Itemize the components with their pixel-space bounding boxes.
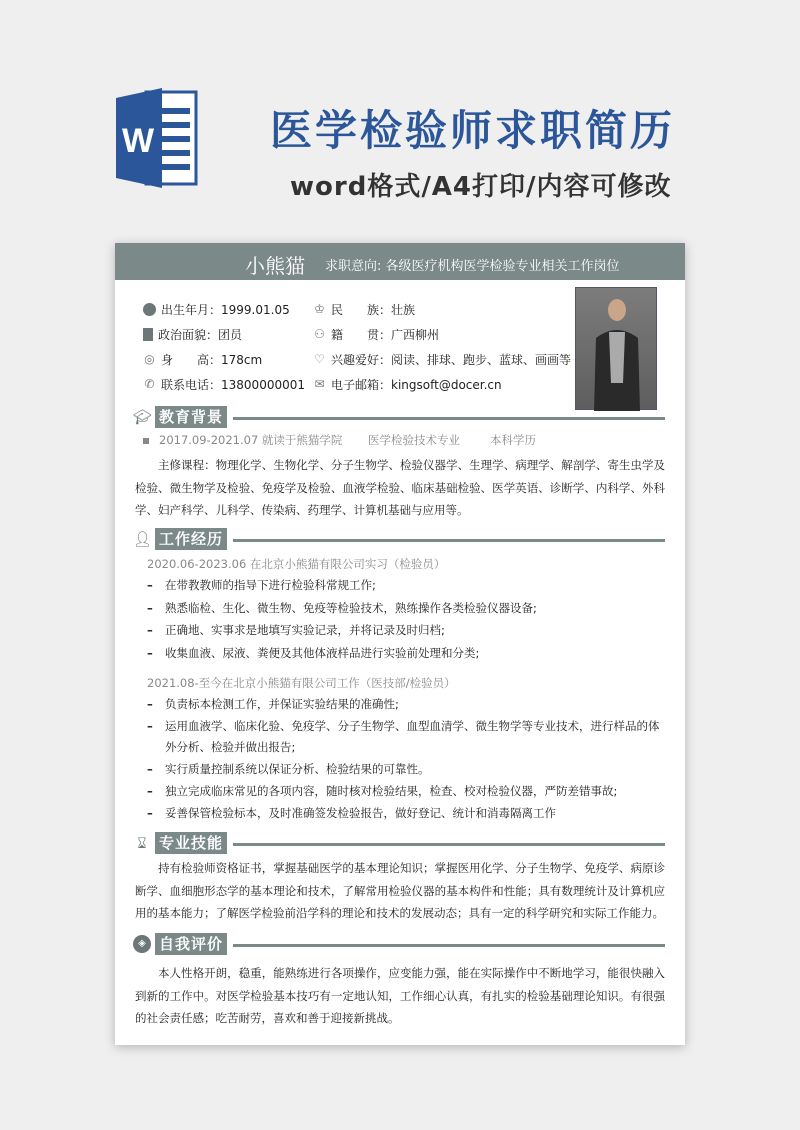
word-icon [116,84,198,192]
resume-page [115,243,685,1045]
hourglass-icon: ⌛︎ [137,834,147,852]
education-courses: 主修课程：物理化学、生物化学、分子生物学、检验仪器学、生理学、病理学、解剖学、寄生虫学及检验、微生物学及检验、免疫学及检验、血液学检验、临床基础检验、医学英语、诊断学、内科学、外科学、妇产科学、儿科学、传染病、药理学、计算机基础与应用等。 [135,458,665,518]
ethnicity-icon: ♔ [314,302,325,316]
info-phone: ✆ 联系电话： 13800000001 [144,377,305,392]
section-work-header: 👤︎ 工作经历 [133,528,665,550]
skills-text: 持有检验师资格证书，掌握基础医学的基本理论知识；掌握医用化学、分子生物学、免疫学、病原诊断学、血细胞形态学的基本理论和技术，了解常用检验仪器的基本构件和性能；具有数理统计及计算机应用的基本能力；了解医学检验前沿学科的理论和技术的发展动态；具有一定的科学研究和实际工作能力。 [135,861,665,921]
phone-icon: ✆ [144,377,155,391]
location-icon: ⚇ [314,327,325,341]
heart-icon: ♡ [314,352,325,366]
banner-subtitle: word格式/A4打印/内容可修改 [290,172,672,202]
self-eval-text: 本人性格开朗，稳重，能熟练进行各项操作，应变能力强，能在实际操作中不断地学习，能很快融入到新的工作中。对医学检验基本技巧有一定地认知，工作细心认真，有扎实的检验基础理论知识。有很强的社会责任感；吃苦耐劳，喜欢和善于迎接新挑战。 [135,966,665,1026]
info-politics: 政治面貌： 团员 [143,326,242,343]
section-self-eval-header: ◈ 自我评价 [133,933,665,955]
banner-title: 医学检验师求职简历 [270,106,676,155]
info-hobbies: ♡ 兴趣爱好： 阅读、排球、跑步、蓝球、画画等 [314,352,572,367]
info-ethnicity: ♔ 民 族： 壮族 [314,302,416,317]
politics-icon [143,328,153,341]
info-email: ✉ 电子邮箱： kingsoft@docer.cn [314,377,502,392]
job-intent: 求职意向: 各级医疗机构医学检验专业相关工作岗位 [325,259,620,274]
calendar-icon [143,303,156,316]
graduation-cap-icon: 🎓︎ [133,408,153,426]
job-heading: 2021.08-至今在北京小熊猫有限公司工作（医技部/检验员） [147,676,456,690]
height-icon: ◎ [144,352,155,366]
profile-photo [575,287,657,410]
info-hometown: ⚇ 籍 贯： 广西柳州 [314,327,440,342]
person-icon: 👤︎ [133,530,153,548]
job-duties: – 负责标本检测工作，并保证实验结果的准确性; – 运用血液学、临床化验、免疫学、分子生物学、血型血清学、微生物学等专业技术，进行样品的体外分析、检验并做出报告; – 实行质量控制系统以保证分析、检验结果的可靠性。 – 独立完成临床常见的各项内容，随时核对检验结果，检查、校对检验仪器，严防差错事故; – 妥善保管检验标本，及时准确签发检验报告，做好登记、统计和消毒隔离工作 [147,697,660,820]
candidate-name: 小熊猫 [245,254,305,278]
info-birth: 出生年月： 1999.01.05 [143,301,290,318]
education-entry: 2017.09-2021.07 就读于熊猫学院 医学检验技术专业 本科学历 [143,432,342,448]
section-skills-header: ⌛︎ 专业技能 [133,832,665,854]
section-education-header: 🎓︎ 教育背景 [133,406,665,428]
shield-icon: ◈ [133,935,151,953]
svg-text:W: W [121,122,155,160]
mail-icon: ✉ [314,377,325,391]
job-heading: 2020.06-2023.06 在北京小熊猫有限公司实习（检验员） [147,557,446,571]
info-height: ◎ 身 高： 178cm [144,352,263,367]
resume-header [115,243,685,280]
job-duties: – 在带教教师的指导下进行检验科常规工作; – 熟悉临检、生化、微生物、免疫等检验技术，熟练操作各类检验仪器设备; – 正确地、实事求是地填写实验记录，并将记录及时归档; – 收集血液、尿液、粪便及其他体液样品进行实验前处理和分类; [147,578,537,660]
